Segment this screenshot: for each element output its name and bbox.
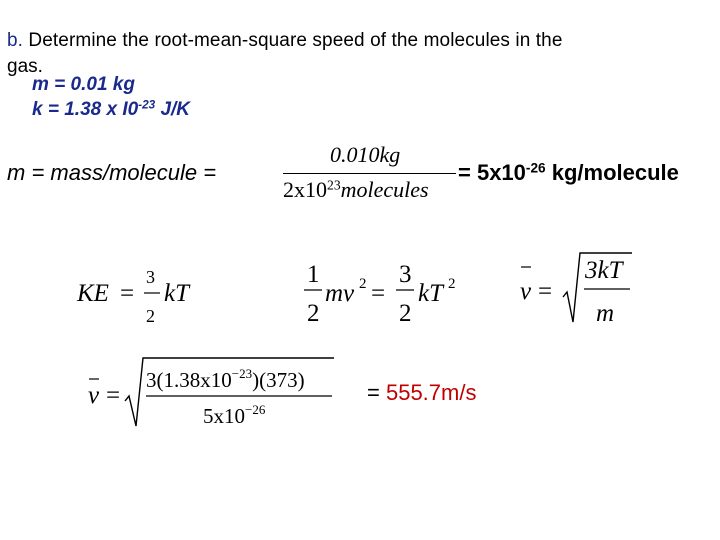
mass-fraction-numerator: 0.010kg [330, 142, 401, 167]
energy-rhs: kT [418, 280, 443, 307]
ke-numerator: 3 [146, 267, 155, 287]
energy-exp-2: 2 [448, 276, 456, 292]
final-result [367, 380, 476, 406]
sub-numerator [146, 366, 305, 392]
question-text: Determine the root-mean-square speed of the molecules in the [23, 30, 563, 51]
vrms-lhs: v [520, 278, 532, 305]
ke-equation [76, 267, 191, 326]
given-mass: m = 0.01 kg [32, 74, 135, 95]
substituted-equation [88, 358, 334, 428]
energy-equals: = [371, 280, 386, 307]
mass-per-molecule-label: m = mass/molecule = [7, 160, 217, 185]
sub-equals: = [106, 382, 121, 409]
sub-num-exp: −23 [231, 366, 253, 381]
ke-rhs: kT [164, 280, 189, 307]
energy-exp-1: 2 [359, 276, 367, 292]
mass-fraction-den-exp: 23 [327, 177, 341, 193]
ke-lhs: KE [77, 280, 109, 307]
sub-num-post: )(373) [252, 368, 305, 392]
given-boltzmann-base: k = 1.38 x I0 [32, 99, 139, 120]
sub-den-base: 5x10 [203, 404, 245, 428]
energy-den-2: 2 [399, 300, 412, 327]
energy-den-1: 2 [307, 300, 320, 327]
sub-den-exp: −26 [245, 402, 266, 417]
energy-num-2: 3 [399, 261, 412, 288]
given-boltzmann-unit: J/K [155, 99, 191, 120]
mass-fraction-den-base: 2x10 [283, 177, 327, 202]
energy-num-1: 1 [307, 261, 320, 288]
sub-lhs: v [88, 382, 100, 409]
given-boltzmann-exp: -23 [138, 98, 156, 112]
ke-equals: = [120, 280, 135, 307]
vrms-equation [520, 253, 632, 327]
mass-result-exp: -26 [525, 160, 546, 176]
energy-equation [304, 261, 456, 327]
mass-fraction-den-unit: molecules [340, 177, 429, 202]
vrms-denominator: m [596, 300, 615, 327]
vrms-numerator: 3kT [585, 257, 623, 284]
mass-result-base: = 5x10 [458, 160, 526, 185]
mass-result-unit: kg/molecule [545, 160, 679, 185]
vrms-equals: = [538, 278, 553, 305]
final-result-equals: = [367, 380, 386, 405]
sub-num-pre: 3(1.38x10 [146, 368, 232, 392]
question-prefix: b. [7, 30, 24, 51]
sub-denominator [203, 402, 266, 428]
question-line-2: gas. [7, 56, 43, 77]
ke-denominator: 2 [146, 306, 155, 326]
final-result-value: 555.7m/s [385, 380, 477, 405]
energy-mv: mv [325, 280, 355, 307]
